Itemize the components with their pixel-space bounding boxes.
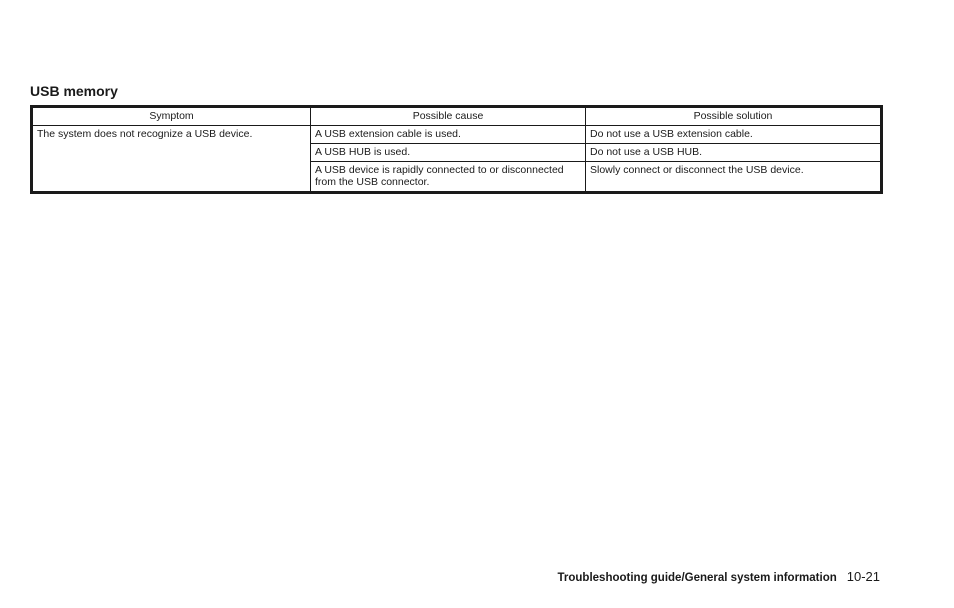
table-header-row — [32, 107, 882, 126]
troubleshooting-table — [30, 105, 883, 194]
footer-chapter-title: Troubleshooting guide/General system information — [557, 572, 837, 584]
header-symptom: Symptom — [32, 107, 311, 126]
solution-cell: Do not use a USB HUB. — [586, 144, 882, 162]
symptom-cell: The system does not recognize a USB device. — [32, 126, 311, 193]
header-possible-solution: Possible solution — [586, 107, 882, 126]
cause-cell: A USB HUB is used. — [311, 144, 586, 162]
solution-cell: Do not use a USB extension cable. — [586, 126, 882, 144]
cause-cell: A USB extension cable is used. — [311, 126, 586, 144]
page-footer — [558, 569, 880, 584]
header-possible-cause: Possible cause — [311, 107, 586, 126]
section-title: USB memory — [30, 83, 118, 99]
page-number: 10-21 — [846, 569, 880, 584]
cause-cell: A USB device is rapidly connected to or disconnected from the USB connector. — [311, 162, 586, 193]
solution-cell: Slowly connect or disconnect the USB device. — [586, 162, 882, 193]
table-row — [32, 126, 882, 144]
